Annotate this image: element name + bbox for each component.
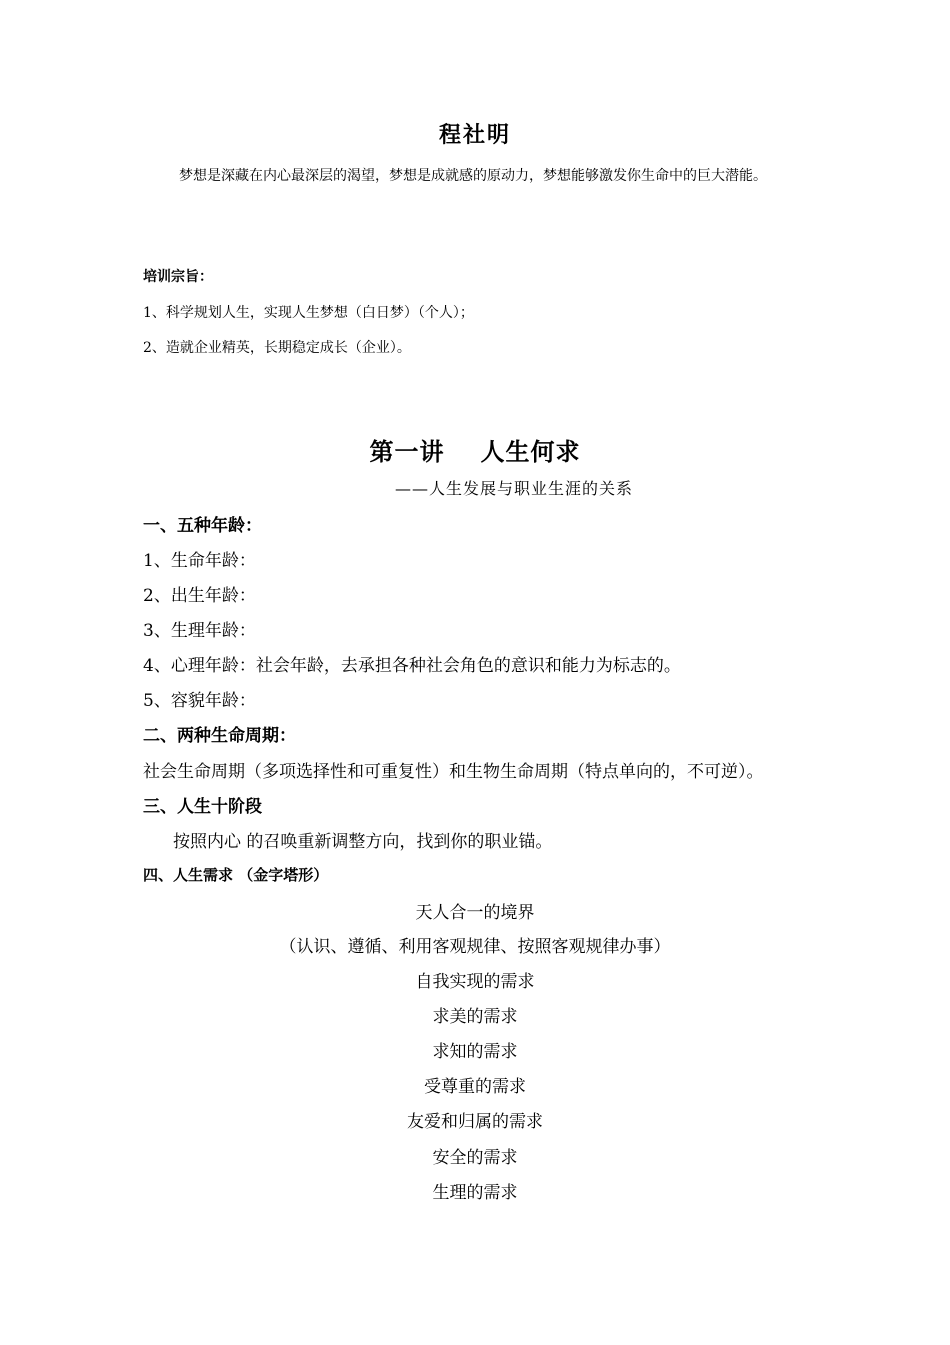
lecture-title xyxy=(0,432,950,467)
pyramid-level: 天人合一的境界 xyxy=(415,903,535,923)
ten-stages-text: 按照内心 的召唤重新调整方向，找到你的职业锚。 xyxy=(173,832,553,852)
section-heading-ten-stages: 三、人生十阶段 xyxy=(143,797,262,817)
training-aim-item: 2、造就企业精英，长期稳定成长（企业）。 xyxy=(143,340,411,356)
intro-paragraph: 梦想是深藏在内心最深层的渴望，梦想是成就感的原动力，梦想能够激发你生命中的巨大潜能。 xyxy=(179,168,767,184)
age-item: 2、出生年龄： xyxy=(143,586,256,606)
training-aim-item: 1、科学规划人生，实现人生梦想（白日梦）（个人）； xyxy=(143,305,474,321)
age-item: 4、心理年龄：社会年龄，去承担各种社会角色的意识和能力为标志的。 xyxy=(143,656,681,676)
lecture-topic: 人生何求 xyxy=(480,437,581,466)
age-item: 3、生理年龄： xyxy=(143,621,256,641)
pyramid-level: 受尊重的需求 xyxy=(424,1077,526,1097)
pyramid-level: 求知的需求 xyxy=(432,1042,518,1062)
pyramid-level-note: （认识、遵循、利用客观规律、按照客观规律办事） xyxy=(279,937,671,957)
age-item: 1、生命年龄： xyxy=(143,551,256,571)
section-heading-life-cycles: 二、两种生命周期： xyxy=(143,726,296,746)
pyramid-level: 安全的需求 xyxy=(432,1148,518,1168)
pyramid-level: 生理的需求 xyxy=(432,1183,518,1203)
life-cycles-text: 社会生命周期（多项选择性和可重复性）和生物生命周期（特点单向的，不可逆）。 xyxy=(143,762,764,782)
lecture-number: 第一讲 xyxy=(369,437,445,466)
section-heading-life-needs: 四、人生需求 （金字塔形） xyxy=(143,866,329,884)
pyramid-level: 友爱和归属的需求 xyxy=(407,1112,543,1132)
lecture-subtitle: ——人生发展与职业生涯的关系 xyxy=(395,479,634,498)
age-item: 5、容貌年龄： xyxy=(143,691,256,711)
pyramid-level: 求美的需求 xyxy=(432,1007,518,1027)
pyramid-level: 自我实现的需求 xyxy=(415,972,535,992)
section-heading-five-ages: 一、五种年龄： xyxy=(143,516,262,536)
training-aims-heading: 培训宗旨： xyxy=(143,269,213,285)
author-name: 程社明 xyxy=(438,122,511,148)
